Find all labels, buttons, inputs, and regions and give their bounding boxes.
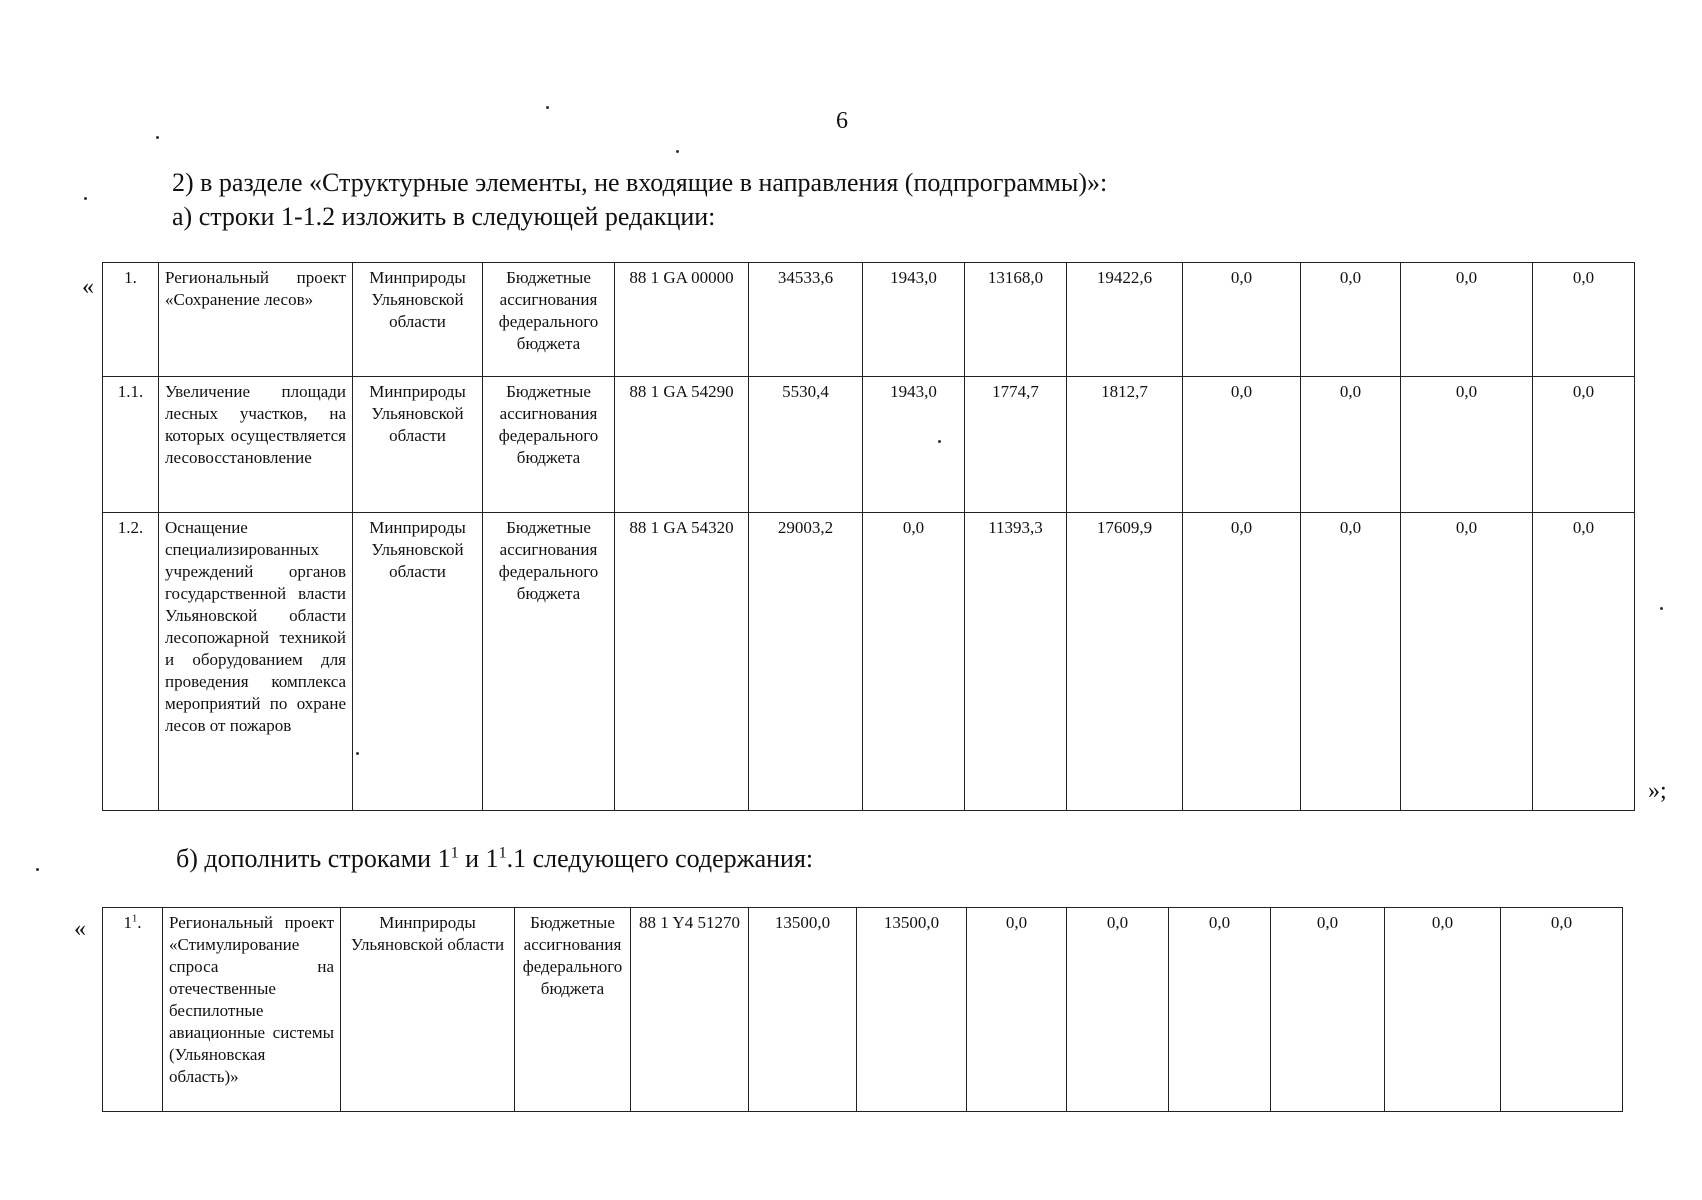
row-value: 0,0: [967, 908, 1067, 1112]
scan-speck: [84, 197, 87, 200]
scan-speck: [676, 150, 679, 153]
scan-speck: [1660, 607, 1663, 610]
row-value: 29003,2: [749, 513, 863, 811]
row-value: 0,0: [1501, 908, 1623, 1112]
row-name: Региональный проект «Стимулирование спроса на отечественные беспилотные авиационные системы (Ульяновская область)»: [163, 908, 341, 1112]
row-value: 0,0: [1301, 377, 1401, 513]
page-number: 6: [836, 108, 848, 134]
row-value: 0,0: [1183, 263, 1301, 377]
table-rows-1-1-1: [102, 907, 1623, 1112]
opening-quote-2: «: [74, 916, 86, 942]
row-value: 0,0: [1401, 377, 1533, 513]
row-value: 0,0: [863, 513, 965, 811]
item-b-text: [176, 844, 813, 874]
row-value: 0,0: [1067, 908, 1169, 1112]
row-name: Региональный проект «Сохранение лесов»: [159, 263, 353, 377]
row-value: 19422,6: [1067, 263, 1183, 377]
row-source: Бюджетные ассигнования федерального бюджета: [483, 377, 615, 513]
row-value: 0,0: [1271, 908, 1385, 1112]
row-value: 0,0: [1533, 263, 1635, 377]
row-value: 11393,3: [965, 513, 1067, 811]
row-executor: Минприроды Ульяновской области: [353, 377, 483, 513]
table-row: [103, 377, 1635, 513]
row-code: 88 1 GA 00000: [615, 263, 749, 377]
row-value: 13168,0: [965, 263, 1067, 377]
table-row: [103, 513, 1635, 811]
row-value: 1774,7: [965, 377, 1067, 513]
row-number: 1.: [103, 263, 159, 377]
scan-speck: [546, 106, 549, 109]
row-value: 0,0: [1385, 908, 1501, 1112]
item-a-text: а) строки 1-1.2 изложить в следующей редакции:: [172, 202, 716, 231]
scan-speck: [938, 440, 941, 443]
row-code: 88 1 GA 54290: [615, 377, 749, 513]
row-value: 13500,0: [857, 908, 967, 1112]
row-code: 88 1 Y4 51270: [631, 908, 749, 1112]
row-value: 1812,7: [1067, 377, 1183, 513]
row-value: 0,0: [1301, 263, 1401, 377]
row-executor: Минприроды Ульяновской области: [353, 263, 483, 377]
row-executor: Минприроды Ульяновской области: [341, 908, 515, 1112]
row-value: 0,0: [1183, 513, 1301, 811]
opening-quote: «: [82, 274, 94, 300]
row-number-superscript: 1: [131, 913, 138, 925]
row-value: 13500,0: [749, 908, 857, 1112]
row-code: 88 1 GA 54320: [615, 513, 749, 811]
row-value: 0,0: [1533, 513, 1635, 811]
item-b-part-1: б) дополнить строками 1: [176, 844, 451, 873]
item-b-superscript-2: 1: [498, 844, 507, 862]
scan-speck: [356, 752, 359, 755]
scan-speck: [36, 868, 39, 871]
row-number-base: 1: [123, 913, 132, 932]
item-b-part-2: и 1: [458, 844, 499, 873]
row-source: Бюджетные ассигнования федерального бюджета: [483, 263, 615, 377]
section-2-heading: 2) в разделе «Структурные элементы, не входящие в направления (подпрограммы)»:: [172, 168, 1108, 197]
table-row: [103, 263, 1635, 377]
row-value: 17609,9: [1067, 513, 1183, 811]
row-source: Бюджетные ассигнования федерального бюджета: [483, 513, 615, 811]
scan-speck: [156, 136, 159, 139]
row-value: 1943,0: [863, 263, 965, 377]
row-executor: Минприроды Ульяновской области: [353, 513, 483, 811]
closing-quote: »;: [1648, 778, 1667, 804]
item-b-part-3: .1 следующего содержания:: [506, 844, 814, 873]
row-value: 0,0: [1533, 377, 1635, 513]
row-name: Оснащение специализированных учреждений органов государственной власти Ульяновской области лесопожарной техникой и оборудованием для проведения комплекса мероприятий по охране лесов от пожаров: [159, 513, 353, 811]
row-value: 5530,4: [749, 377, 863, 513]
table-rows-1-1-2: [102, 262, 1635, 811]
row-source: Бюджетные ассигнования федерального бюджета: [515, 908, 631, 1112]
row-number: 1.2.: [103, 513, 159, 811]
table-row: [103, 908, 1623, 1112]
row-value: 0,0: [1301, 513, 1401, 811]
row-number-suffix: .: [137, 913, 142, 932]
row-value: 0,0: [1401, 513, 1533, 811]
row-value: 1943,0: [863, 377, 965, 513]
row-value: 0,0: [1169, 908, 1271, 1112]
row-number: 1.1.: [103, 377, 159, 513]
row-value: 34533,6: [749, 263, 863, 377]
row-value: 0,0: [1401, 263, 1533, 377]
item-b-superscript-1: 1: [450, 844, 459, 862]
row-number: [103, 908, 163, 1112]
row-name: Увеличение площади лесных участков, на которых осуществляется лесовосстановление: [159, 377, 353, 513]
row-value: 0,0: [1183, 377, 1301, 513]
